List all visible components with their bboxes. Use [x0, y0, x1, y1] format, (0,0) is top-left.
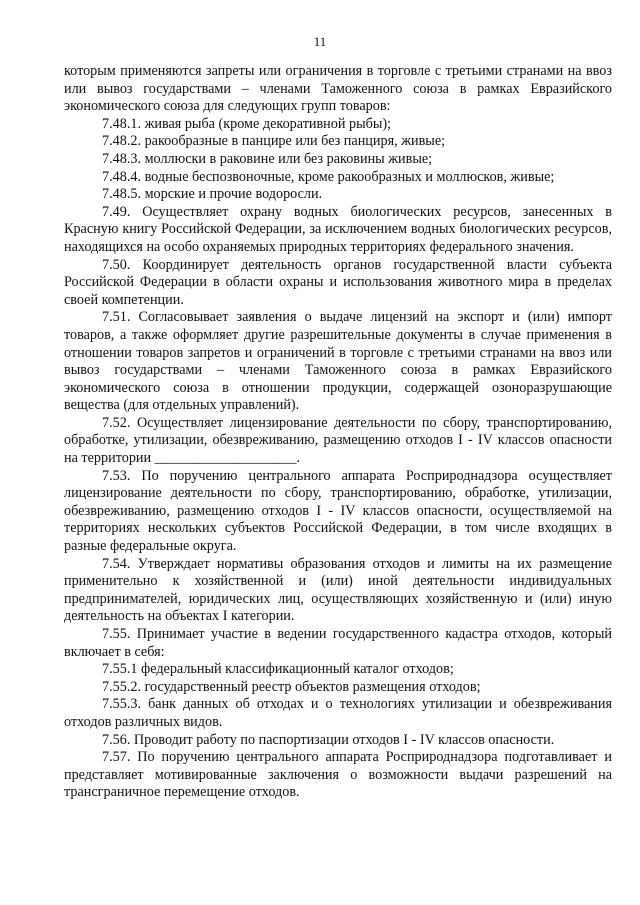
paragraph-7-53: 7.53. По поручению центрального аппарата Росприроднадзора осуществляет лицензирование деятельности по сбору, транспортированию, обработке, утилизации, обезвреживанию, размещению отходов I - IV классов опасности, осуществляемой на территориях нескольких субъектов Российской Федерации, в том числе входящих в разные федеральные округа. — [64, 467, 612, 555]
paragraph-7-57: 7.57. По поручению центрального аппарата Росприроднадзора подготавливает и представляет мотивированные заключения о возможности выдачи разрешений на трансграничное перемещение отходов. — [64, 749, 612, 801]
paragraph-7-48-5: 7.48.5. морские и прочие водоросли. — [102, 186, 323, 203]
paragraph-7-54: 7.54. Утверждает нормативы образования отходов и лимиты на их размещение применительно к хозяйственной и (или) иной деятельности индивидуальных предпринимателей, юридических лиц, осуществляющих хозяйственную и (или) иную деятельность на объектах I категории. — [64, 555, 612, 625]
paragraph-7-48-2: 7.48.2. ракообразные в панцире или без панциря, живые; — [102, 133, 446, 150]
paragraph-7-48-1: 7.48.1. живая рыба (кроме декоративной рыбы); — [102, 115, 392, 132]
paragraph-7-50: 7.50. Координирует деятельность органов государственной власти субъекта Российской Федерации в области охраны и использования животного мира в пределах своей компетенции. — [64, 256, 612, 308]
document-body — [64, 63, 612, 802]
paragraph-7-48-4: 7.48.4. водные беспозвоночные, кроме ракообразных и моллюсков, живые; — [102, 168, 555, 185]
page-number: 11 — [313, 34, 327, 49]
paragraph-continuation: которым применяются запреты или ограничения в торговле с третьими странами на ввоз или вывоз государствами – членами Таможенного союза в рамках Евразийского экономического союза для следующих групп товаров: — [64, 63, 612, 115]
paragraph-7-55: 7.55. Принимает участие в ведении государственного кадастра отходов, который включает в себя: — [64, 626, 612, 660]
paragraph-7-52: 7.52. Осуществляет лицензирование деятельности по сбору, транспортированию, обработке, утилизации, обезвреживанию, размещению отходов I - IV классов опасности на территории ____________________. — [64, 414, 612, 467]
paragraph-7-55-3: 7.55.3. банк данных об отходах и о технологиях утилизации и обезвреживания отходов различных видов. — [64, 696, 612, 730]
paragraph-7-55-1: 7.55.1 федеральный классификационный каталог отходов; — [102, 661, 454, 678]
paragraph-7-55-2: 7.55.2. государственный реестр объектов размещения отходов; — [102, 678, 481, 695]
paragraph-7-48-3: 7.48.3. моллюски в раковине или без раковины живые; — [102, 150, 433, 167]
paragraph-7-56: 7.56. Проводит работу по паспортизации отходов I - IV классов опасности. — [102, 731, 555, 748]
paragraph-7-51: 7.51. Согласовывает заявления о выдаче лицензий на экспорт и (или) импорт товаров, а также оформляет другие разрешительные документы в случае применения в отношении товаров запретов и ограничений в торговле с третьими странами на ввоз или вывоз государствами – членами Таможенного союза в рамках Евразийского экономического союза в отношении продукции, содержащей озоноразрушающие вещества (для отдельных управлений). — [64, 309, 612, 414]
paragraph-7-49: 7.49. Осуществляет охрану водных биологических ресурсов, занесенных в Красную книгу Российской Федерации, за исключением водных биологических ресурсов, находящихся на особо охраняемых природных территориях федерального значения. — [64, 203, 612, 255]
